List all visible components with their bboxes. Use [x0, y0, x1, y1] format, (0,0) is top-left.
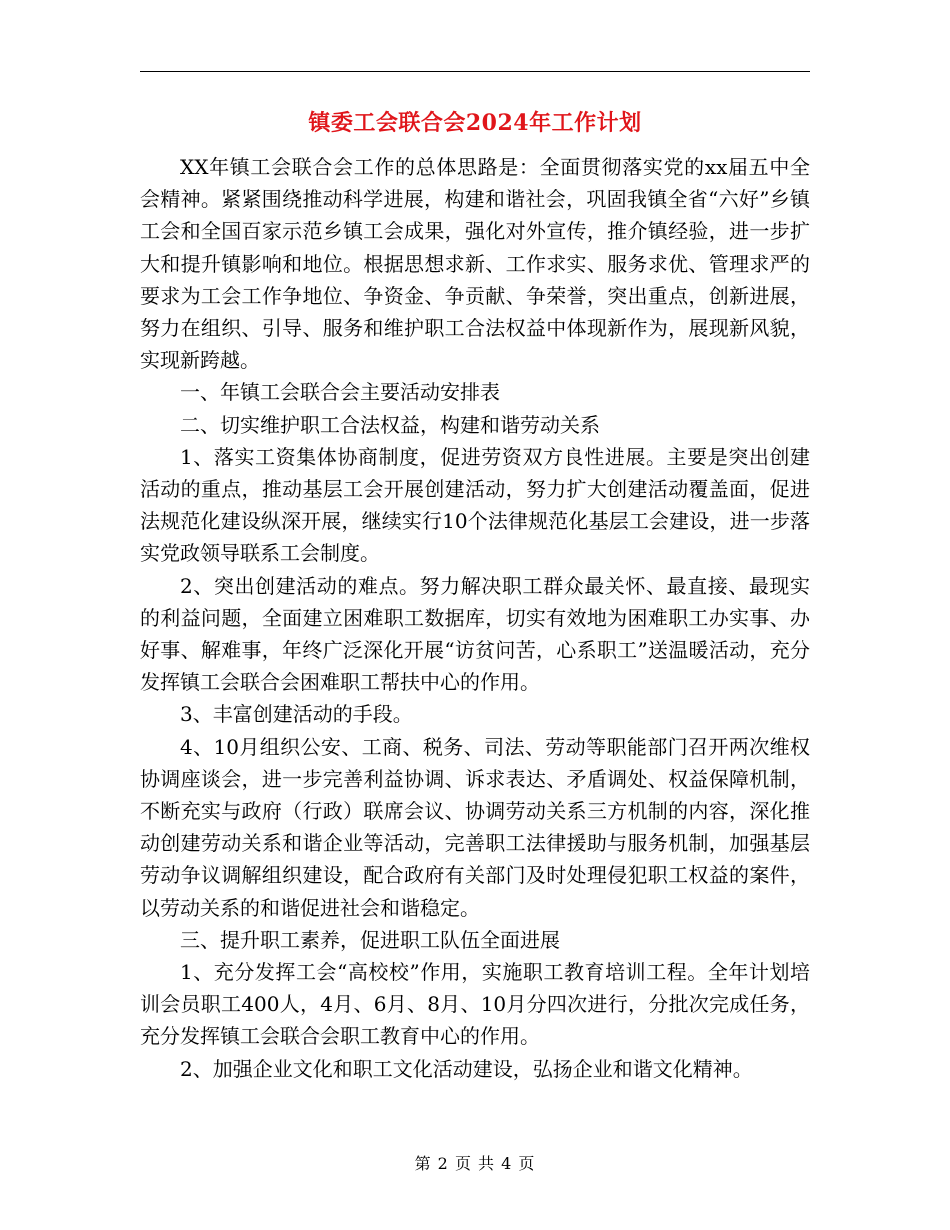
paragraph-2-2: 2、突出创建活动的难点。努力解决职工群众最关怀、最直接、最现实的利益问题，全面建立困难职工数据库，切实有效地为困难职工办实事、办好事、解难事，年终广泛深化开展“访贫问苦，心系职工”送温暖活动，充分发挥镇工会联合会困难职工帮扶中心的作用。 — [140, 573, 810, 695]
section-heading-3: 三、提升职工素养，促进职工队伍全面进展 — [180, 927, 560, 952]
page-number-footer: 第 2 页 共 4 页 — [414, 1154, 536, 1173]
document-title: 镇委工会联合会2024年工作计划 — [308, 110, 642, 136]
paragraph-2-4: 4、10月组织公安、工商、税务、司法、劳动等职能部门召开两次维权协调座谈会，进一步完善利益协调、诉求表达、矛盾调处、权益保障机制，不断充实与政府（行政）联席会议、协调劳动关系三方机制的内容，深化推动创建劳动关系和谐企业等活动，完善职工法律援助与服务机制，加强基层劳动争议调解组织建设，配合政府有关部门及时处理侵犯职工权益的案件，以劳动关系的和谐促进社会和谐稳定。 — [140, 734, 810, 920]
paragraph-intro: XX年镇工会联合会工作的总体思路是：全面贯彻落实党的xx届五中全会精神。紧紧围绕推动科学进展，构建和谐社会，巩固我镇全省“六好”乡镇工会和全国百家示范乡镇工会成果，强化对外宣传，推介镇经验，进一步扩大和提升镇影响和地位。根据思想求新、工作求实、服务求优、管理求严的要求为工会工作争地位、争资金、争贡献、争荣誉，突出重点，创新进展，努力在组织、引导、服务和维护职工合法权益中体现新作为，展现新风貌，实现新跨越。 — [140, 155, 810, 373]
section-heading-1: 一、年镇工会联合会主要活动安排表 — [180, 380, 500, 405]
paragraph-2-3: 3、丰富创建活动的手段。 — [180, 702, 413, 727]
document-body — [140, 151, 810, 1085]
section-heading-2: 二、切实维护职工合法权益，构建和谐劳动关系 — [180, 412, 600, 437]
paragraph-2-1: 1、落实工资集体协商制度，促进劳资双方良性进展。主要是突出创建活动的重点，推动基层工会开展创建活动，努力扩大创建活动覆盖面，促进法规范化建设纵深开展，继续实行10个法律规范化基层工会建设，进一步落实党政领导联系工会制度。 — [140, 444, 810, 566]
header-rule — [140, 71, 810, 72]
paragraph-3-2: 2、加强企业文化和职工文化活动建设，弘扬企业和谐文化精神。 — [180, 1056, 753, 1081]
paragraph-3-1: 1、充分发挥工会“高校校”作用，实施职工教育培训工程。全年计划培训会员职工400人，4月、6月、8月、10月分四次进行，分批次完成任务，充分发挥镇工会联合会职工教育中心的作用。 — [140, 960, 810, 1049]
